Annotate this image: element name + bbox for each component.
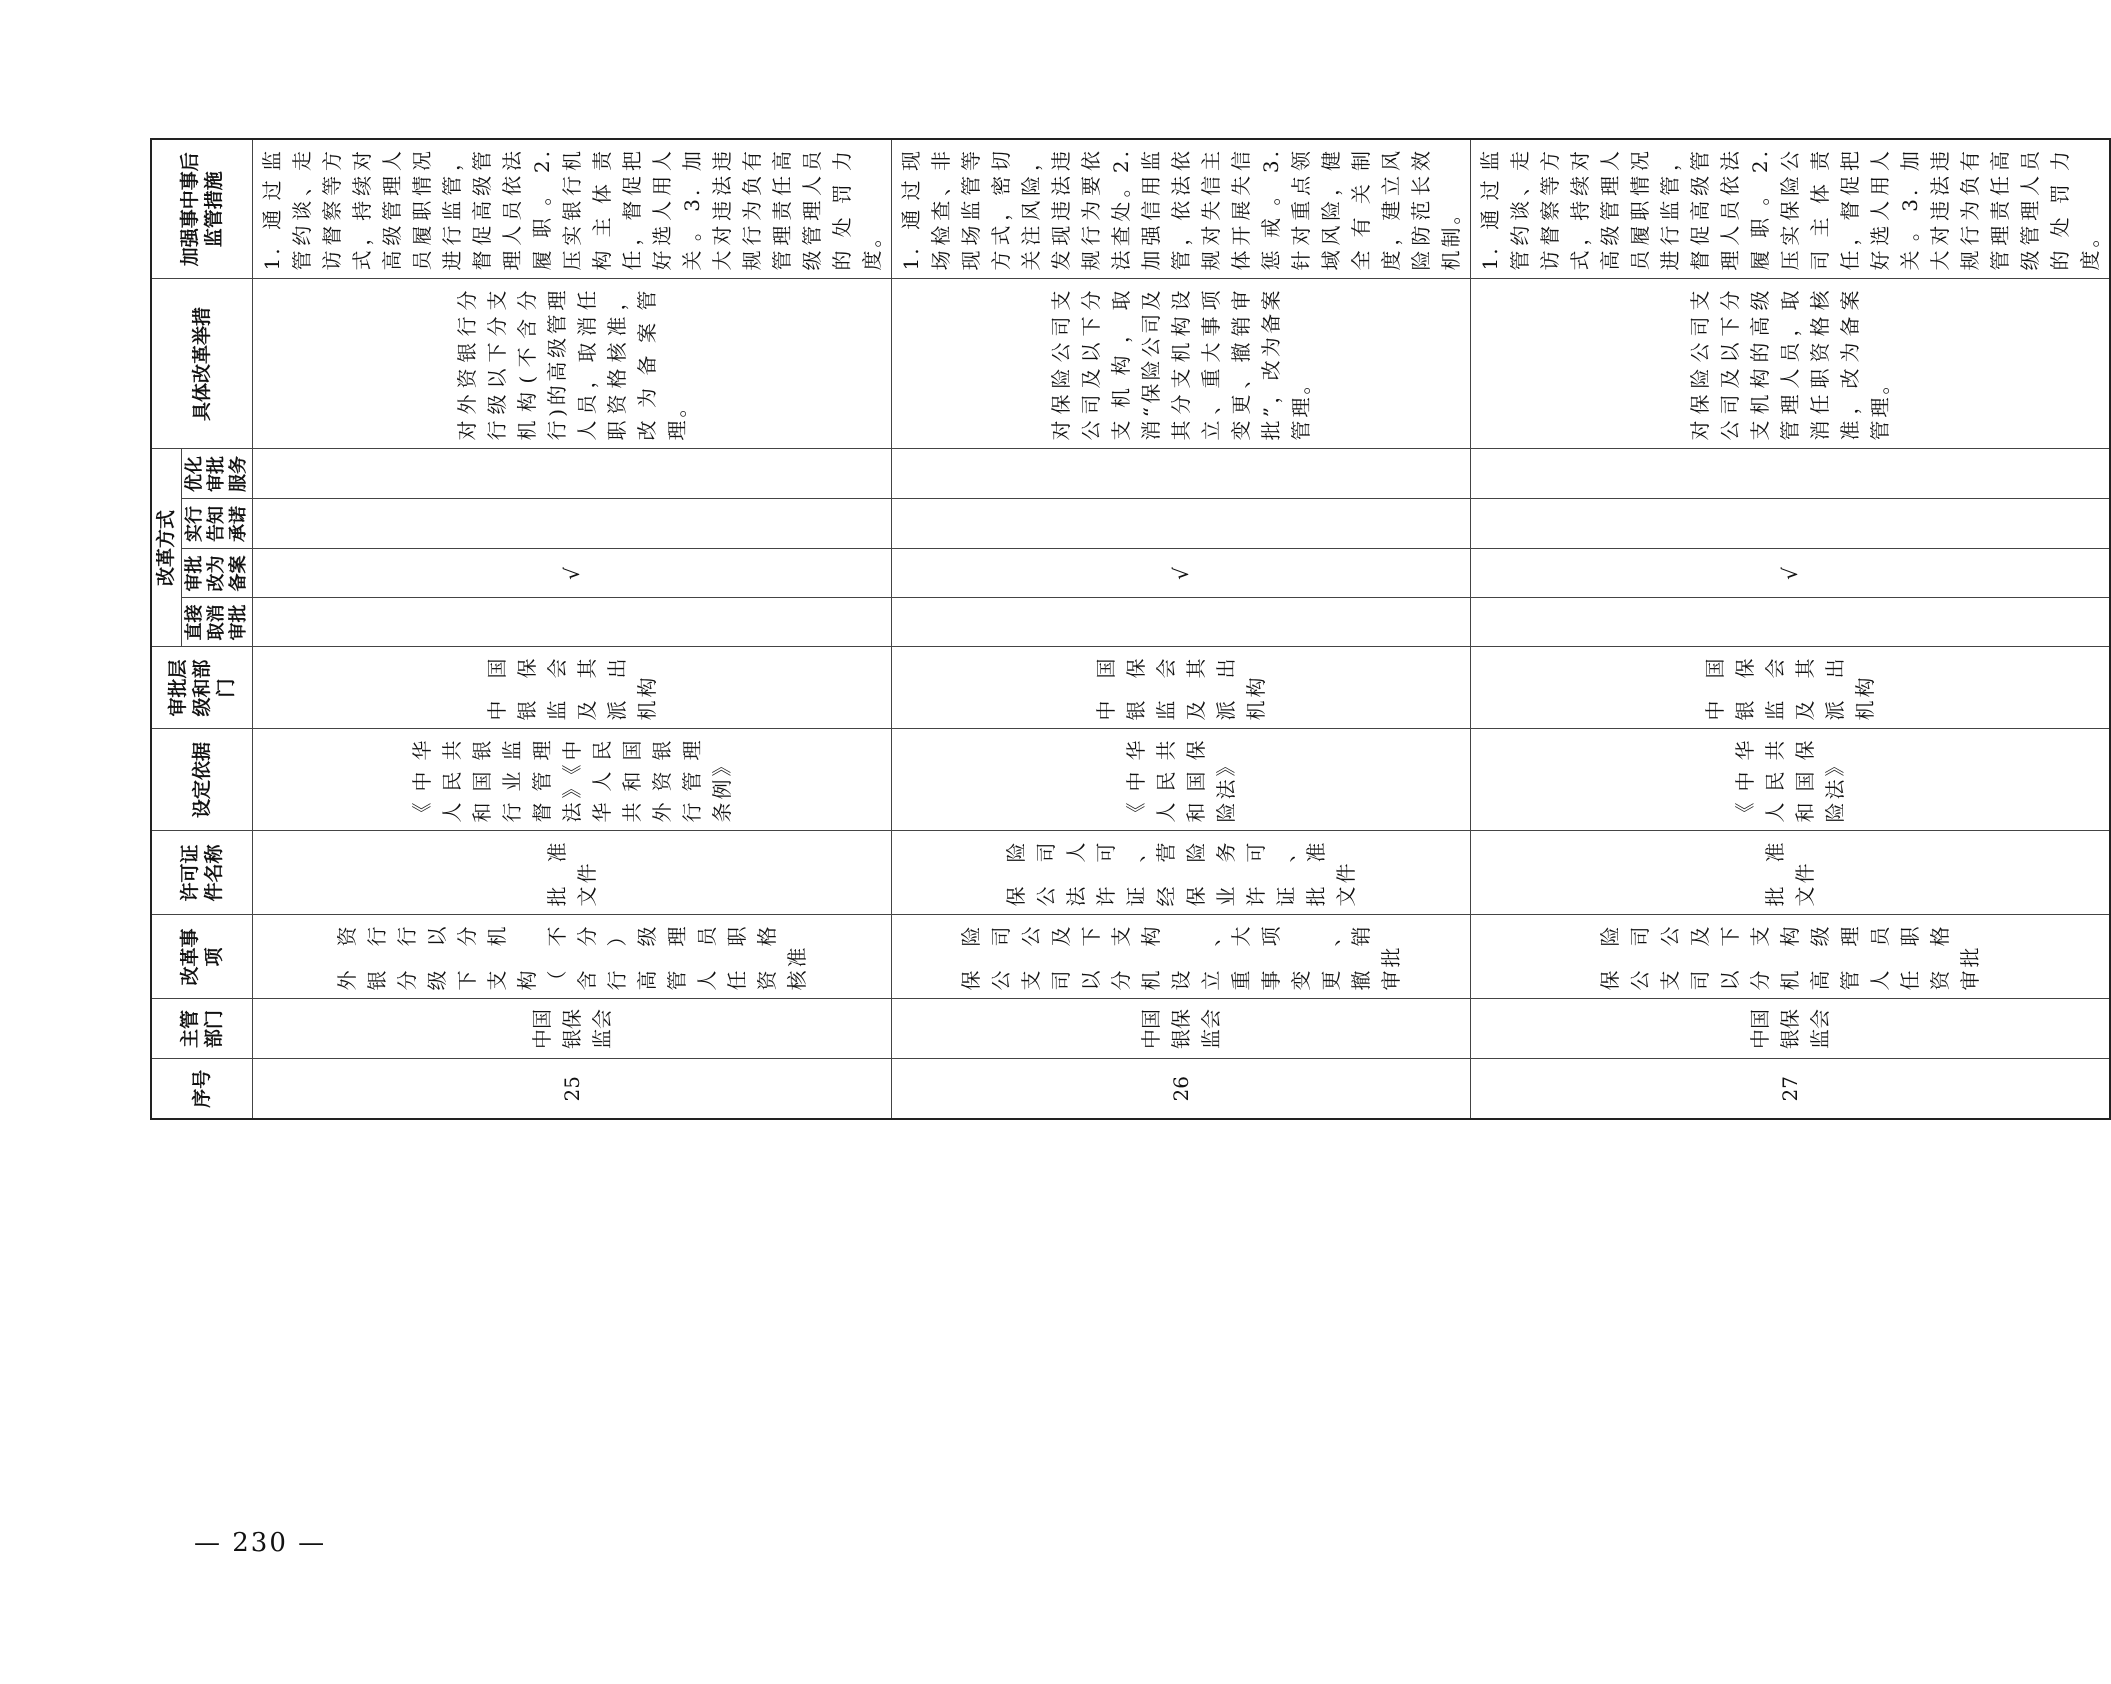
cell-dept: 中国银保监会 [252,999,891,1059]
table-row [252,139,891,1119]
header-mode-filing: 审批改为备案 [181,549,252,598]
cell-mode-cancel [1470,598,2110,647]
header-license: 许可证件名称 [151,831,252,915]
cell-dept: 中国银保监会 [1470,999,2110,1059]
cell-mode-filing: √ [252,549,891,598]
cell-mode-optimize [891,449,1470,499]
cell-mode-cancel [891,598,1470,647]
header-mode: 改革方式 [151,449,181,647]
header-row-1 [151,139,181,1119]
header-item: 改革事项 [151,915,252,999]
header-mode-optimize: 优化审批服务 [181,449,252,499]
cell-mode-cancel [252,598,891,647]
cell-supervision: 1. 通过现场检查、非现场监管等方式，密切关注风险，发现违法违规行为要依法查处。2. 加强信用监管，依法依规对失信主体开展失信惩戒。3. 针对重点领域风险，健全有关制度，建立风险防范长效机制。 [891,139,1470,279]
cell-item: 外资银行分行级以下分支机构（不含分行）高级管理人员任职资格核准 [252,915,891,999]
cell-mode-optimize [252,449,891,499]
header-seq: 序号 [151,1059,252,1119]
cell-supervision: 1. 通过监管约谈、走访督察等方式，持续对高级管理人员履职情况进行监管，督促高级管理人员依法履职。2. 压实银行机构主体责任，督促把好选人用人关。3. 加大对违法违规行为负有管理责任高级管理人员的处罚力度。 [252,139,891,279]
header-basis: 设定依据 [151,729,252,831]
reform-table [150,138,2111,1120]
cell-mode-notify [1470,499,2110,549]
cell-dept: 中国银保监会 [891,999,1470,1059]
cell-measures: 对外资银行分行级以下分支机构(不含分行)的高级管理人员，取消任职资格核准，改为备案管理。 [252,279,891,449]
header-measures: 具体改革举措 [151,279,252,449]
rotated-table-container [150,140,2102,1120]
cell-item: 保险公司支公司及以下分支机构高级管理人员任职资格审批 [1470,915,2110,999]
cell-basis: 《中华人民共和国保险法》 [891,729,1470,831]
cell-level: 中国银保监会及其派出机构 [252,647,891,729]
table-row [891,139,1470,1119]
header-level: 审批层级和部门 [151,647,252,729]
cell-license: 保险公司法人许可证、经营保险业务许可证、批准文件 [891,831,1470,915]
cell-mode-notify [891,499,1470,549]
cell-license: 批准文件 [1470,831,2110,915]
cell-mode-notify [252,499,891,549]
cell-item: 保险公司支公司及以下分支机构设立、重大事项变更、撤销审批 [891,915,1470,999]
header-mode-notify: 实行告知承诺 [181,499,252,549]
table-row [1470,139,2110,1119]
header-dept: 主管部门 [151,999,252,1059]
cell-measures: 对保险公司支公司及以下分支机构，取消“保险公司及其分支机构设立、重大事项变更、撤销审批”，改为备案管理。 [891,279,1470,449]
cell-basis: 《中华人民共和国保险法》 [1470,729,2110,831]
page-number: — 230 — [194,1528,327,1558]
cell-seq: 25 [252,1059,891,1119]
cell-license: 批准文件 [252,831,891,915]
header-supervision: 加强事中事后监管措施 [151,139,252,279]
cell-seq: 27 [1470,1059,2110,1119]
cell-mode-filing: √ [1470,549,2110,598]
cell-mode-optimize [1470,449,2110,499]
header-mode-cancel: 直接取消审批 [181,598,252,647]
cell-seq: 26 [891,1059,1470,1119]
cell-mode-filing: √ [891,549,1470,598]
cell-basis: 《中华人民共和国银行业监督管理法》《中华人民共和国外资银行管理条例》 [252,729,891,831]
cell-measures: 对保险公司支公司及以下分支机构的高级管理人员，取消任职资格核准，改为备案管理。 [1470,279,2110,449]
cell-supervision: 1. 通过监管约谈、走访督察等方式，持续对高级管理人员履职情况进行监管，督促高级管理人员依法履职。2. 压实保险公司主体责任，督促把好选人用人关。3. 加大对违法违规行为负有管理责任高级管理人员的处罚力度。 [1470,139,2110,279]
cell-level: 中国银保监会及其派出机构 [1470,647,2110,729]
cell-level: 中国银保监会及其派出机构 [891,647,1470,729]
